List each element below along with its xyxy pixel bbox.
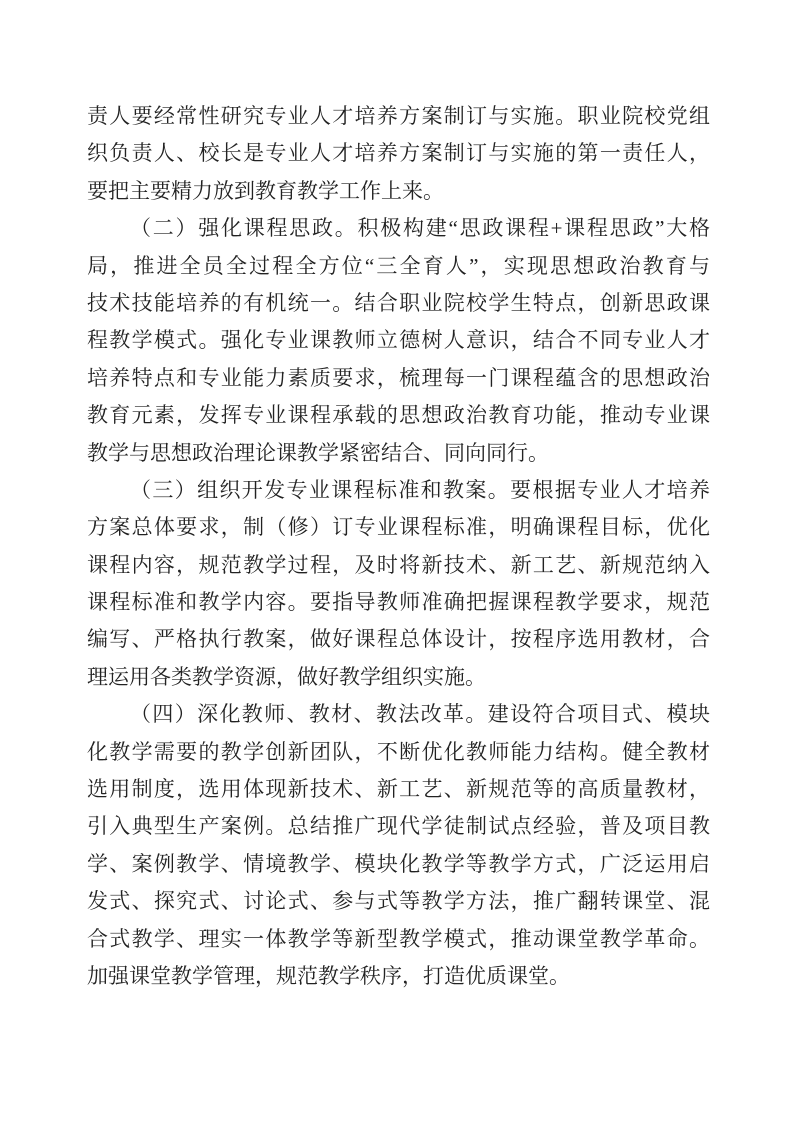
text-line: 局，推进全员全过程全方位“三全育人”，实现思想政治教育与 xyxy=(87,253,710,278)
paragraph-item-4 xyxy=(87,696,710,995)
text-line: 方案总体要求，制（修）订专业课程标准，明确课程目标，优化 xyxy=(87,515,710,540)
text-line: 技术技能培养的有机统一。结合职业院校学生特点，创新思政课 xyxy=(87,290,710,315)
text-line: 合式教学、理实一体教学等新型教学模式，推动课堂教学革命。 xyxy=(87,926,710,951)
text-line: 织负责人、校长是专业人才培养方案制订与实施的第一责任人， xyxy=(87,141,710,166)
text-line: 教育元素，发挥专业课程承载的思想政治教育功能，推动专业课 xyxy=(87,403,710,428)
text-line: （三）组织开发专业课程标准和教案。要根据专业人才培养 xyxy=(130,477,710,502)
paragraph-continuation xyxy=(87,98,710,210)
text-line: 课程内容，规范教学过程，及时将新技术、新工艺、新规范纳入 xyxy=(87,552,710,577)
text-line: （四）深化教师、教材、教法改革。建设符合项目式、模块 xyxy=(130,702,710,727)
text-line: 加强课堂教学管理，规范教学秩序，打造优质课堂。 xyxy=(87,963,570,988)
text-line: 教学与思想政治理论课教学紧密结合、同向同行。 xyxy=(87,440,549,465)
text-line: 要把主要精力放到教育教学工作上来。 xyxy=(87,178,444,203)
text-line: 课程标准和教学内容。要指导教师准确把握课程教学要求，规范 xyxy=(87,590,710,615)
text-line: 责人要经常性研究专业人才培养方案制订与实施。职业院校党组 xyxy=(87,104,710,128)
text-line: 理运用各类教学资源，做好教学组织实施。 xyxy=(87,664,486,689)
paragraph-item-3 xyxy=(87,472,710,696)
text-line: 引入典型生产案例。总结推广现代学徒制试点经验，普及项目教 xyxy=(87,814,710,839)
text-line: 化教学需要的教学创新团队，不断优化教师能力结构。健全教材 xyxy=(87,739,710,764)
paragraph-item-2 xyxy=(87,210,710,472)
text-line: 程教学模式。强化专业课教师立德树人意识，结合不同专业人才 xyxy=(87,328,710,353)
document-body xyxy=(87,98,710,995)
text-line: 发式、探究式、讨论式、参与式等教学方法，推广翻转课堂、混 xyxy=(87,889,710,914)
text-line: （二）强化课程思政。积极构建“思政课程+课程思政”大格 xyxy=(130,216,710,241)
text-line: 学、案例教学、情境教学、模块化教学等教学方式，广泛运用启 xyxy=(87,851,710,876)
text-line: 选用制度，选用体现新技术、新工艺、新规范等的高质量教材， xyxy=(87,777,710,802)
text-line: 培养特点和专业能力素质要求，梳理每一门课程蕴含的思想政治 xyxy=(87,365,710,390)
text-line: 编写、严格执行教案，做好课程总体设计，按程序选用教材，合 xyxy=(87,627,710,652)
